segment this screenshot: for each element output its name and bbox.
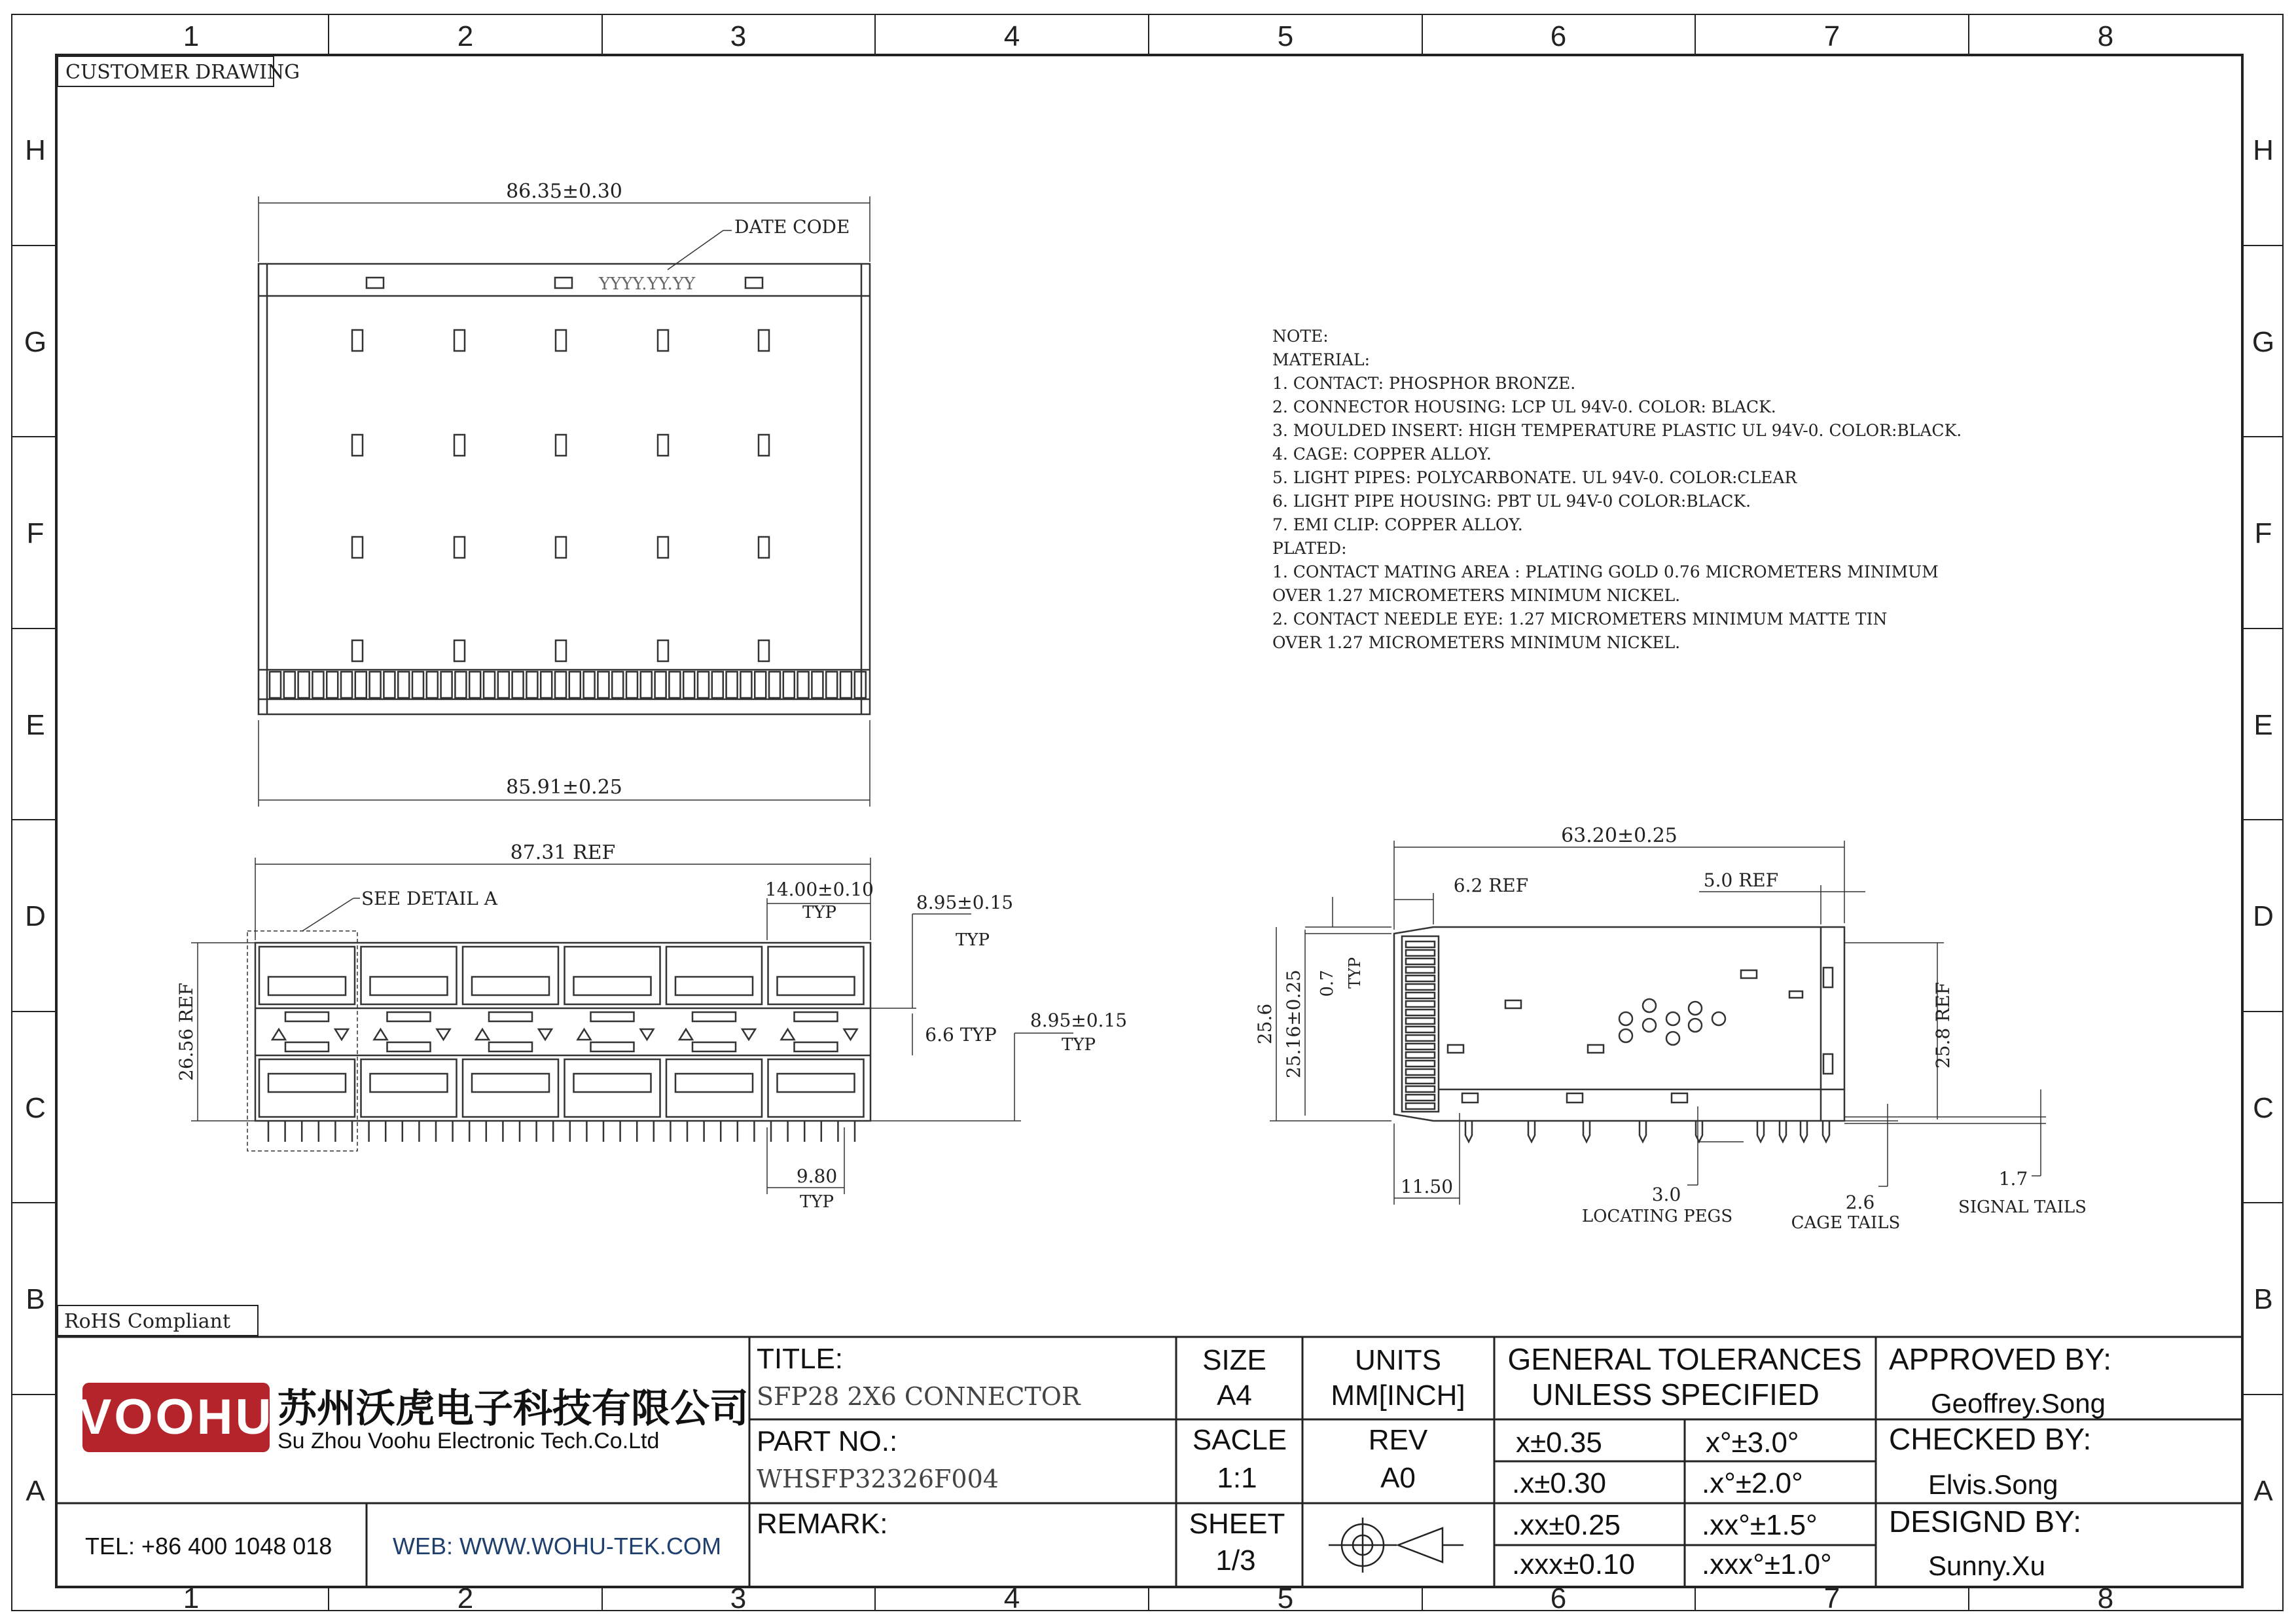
tolerances-title-2: UNLESS SPECIFIED (1532, 1377, 1820, 1412)
row-e-right: E (2253, 709, 2273, 741)
part-no-value: WHSFP32326F004 (757, 1465, 999, 1493)
dim-bottom-width: 85.91±0.25 (506, 776, 622, 799)
note-line-4: 3. MOULDED INSERT: HIGH TEMPERATURE PLASTIC UL 94V-0. COLOR:BLACK. (1272, 421, 1962, 440)
emi-finger (812, 672, 823, 698)
light-pipe (489, 1042, 532, 1051)
row-a-left: A (26, 1475, 45, 1507)
emi-finger (284, 672, 295, 698)
emi-finger (370, 672, 381, 698)
contact-row (472, 977, 549, 995)
side-view (1394, 927, 1844, 1142)
col-2-bottom: 2 (457, 1582, 474, 1614)
emi-finger (826, 672, 837, 698)
dim-front-ref-width: 87.31 REF (510, 841, 616, 864)
comb-tooth (1406, 941, 1435, 947)
emi-finger (569, 672, 581, 698)
port-opening (666, 1059, 762, 1117)
tel-number: TEL: +86 400 1048 018 (85, 1533, 332, 1559)
dim-port-gap: 6.6 TYP (925, 1024, 997, 1046)
vent-slot (658, 330, 668, 351)
emi-finger (398, 672, 409, 698)
comb-tooth (1406, 1052, 1435, 1058)
emi-finger (541, 672, 552, 698)
col-4-top: 4 (1003, 20, 1020, 52)
note-line-9: PLATED: (1272, 539, 1347, 558)
vent-slot (352, 330, 363, 351)
scale-label: SACLE (1192, 1424, 1287, 1456)
note-line-5: 4. CAGE: COPPER ALLOY. (1272, 445, 1492, 464)
peg (1583, 1121, 1590, 1142)
checked-value: Elvis.Song (1928, 1469, 2058, 1500)
peg (1696, 1121, 1702, 1142)
row-f-left: F (26, 517, 45, 549)
peg (1640, 1121, 1646, 1142)
see-detail-label: SEE DETAIL A (361, 888, 497, 909)
dim-side-rear-ref: 5.0 REF (1703, 869, 1779, 891)
port-opening (361, 1059, 457, 1117)
comb-tooth (1406, 1103, 1435, 1109)
light-pipe (387, 1012, 431, 1021)
note-line-1: MATERIAL: (1272, 350, 1370, 369)
emi-finger (755, 672, 766, 698)
row-b-right: B (2253, 1283, 2273, 1315)
peg (1757, 1121, 1764, 1142)
row-e-left: E (26, 709, 45, 741)
port-opening (259, 1059, 355, 1117)
col-8-top: 8 (2097, 20, 2114, 52)
dim-side-height-ref: 25.8 REF (1932, 981, 1954, 1069)
status-arrow-up (679, 1029, 692, 1040)
logo-wordmark: VOOHU (78, 1389, 274, 1445)
dim-peg-offset: 11.50 (1400, 1176, 1454, 1197)
comb-tooth (1406, 984, 1435, 990)
dim-side-offset-typ: TYP (1346, 957, 1364, 989)
col-1-top: 1 (183, 20, 200, 52)
col-3-bottom: 3 (730, 1582, 747, 1614)
tol-linear-1: .x±0.30 (1512, 1467, 1607, 1499)
side-contact-comb (1406, 941, 1435, 1109)
vent-slot (759, 640, 769, 661)
col-7-bottom: 7 (1823, 1582, 1840, 1614)
status-arrow-down (641, 1029, 654, 1040)
emi-finger (740, 672, 751, 698)
emi-finger (712, 672, 723, 698)
dim-port-pitch: 14.00±0.10 (765, 879, 874, 900)
note-line-8: 7. EMI CLIP: COPPER ALLOY. (1272, 515, 1523, 534)
company-logo (79, 1383, 274, 1452)
col-6-top: 6 (1550, 20, 1567, 52)
cage-tails-label: CAGE TAILS (1791, 1213, 1901, 1233)
rohs-label: RoHS Compliant (64, 1310, 231, 1333)
dim-side-offset: 0.7 (1318, 970, 1337, 997)
comb-tooth (1406, 1095, 1435, 1101)
checked-label: CHECKED BY: (1889, 1422, 2092, 1456)
units-value: MM[INCH] (1331, 1379, 1465, 1412)
top-view (259, 264, 870, 714)
dim-port-height-1: 8.95±0.15 (916, 892, 1014, 913)
designed-value: Sunny.Xu (1928, 1550, 2046, 1581)
customer-drawing-tag (58, 56, 300, 86)
designed-label: DESIGND BY: (1889, 1504, 2081, 1539)
dim-port-pitch-typ: TYP (802, 903, 836, 922)
emi-finger (312, 672, 323, 698)
status-arrow-down (437, 1029, 450, 1040)
approved-label: APPROVED BY: (1889, 1342, 2112, 1376)
dim-port-height-1-typ: TYP (956, 930, 990, 950)
vent-slot (352, 537, 363, 558)
light-pipe (591, 1042, 634, 1051)
vent-slot (454, 640, 465, 661)
note-line-13: OVER 1.27 MICROMETERS MINIMUM NICKEL. (1272, 633, 1681, 652)
title-value: SFP28 2X6 CONNECTOR (757, 1382, 1081, 1411)
emi-finger (526, 672, 537, 698)
emi-finger (355, 672, 367, 698)
contact-row (370, 977, 448, 995)
port-opening (463, 1059, 558, 1117)
title-label: TITLE: (757, 1343, 844, 1375)
comb-tooth (1406, 976, 1435, 981)
company-name-cn: 苏州沃虎电子科技有限公司 (278, 1387, 749, 1431)
col-3-top: 3 (730, 20, 747, 52)
vent-slot (759, 537, 769, 558)
note-line-3: 2. CONNECTOR HOUSING: LCP UL 94V-0. COLOR: BLACK. (1272, 397, 1776, 416)
units-label: UNITS (1355, 1344, 1441, 1376)
emi-finger (840, 672, 852, 698)
customer-drawing-label: CUSTOMER DRAWING (65, 61, 300, 84)
vent-slot (454, 330, 465, 351)
dim-top-width: 86.35±0.30 (506, 180, 622, 203)
emi-finger (341, 672, 352, 698)
note-line-7: 6. LIGHT PIPE HOUSING: PBT UL 94V-0 COLOR:BLACK. (1272, 492, 1751, 511)
peg (1465, 1121, 1472, 1142)
row-g-left: G (24, 326, 47, 358)
comb-tooth (1406, 1035, 1435, 1041)
emi-finger (498, 672, 509, 698)
emi-finger (270, 672, 281, 698)
vent-slot (556, 537, 566, 558)
contact-row (778, 1074, 855, 1092)
row-g-right: G (2251, 326, 2275, 358)
status-arrow-down (335, 1029, 348, 1040)
col-6-bottom: 6 (1550, 1582, 1567, 1614)
vent-slot (454, 537, 465, 558)
contact-row (778, 977, 855, 995)
status-arrow-up (578, 1029, 591, 1040)
comb-tooth (1406, 958, 1435, 964)
dim-tail-pitch-typ: TYP (800, 1192, 834, 1212)
row-c-right: C (2253, 1092, 2274, 1124)
comb-tooth (1406, 1027, 1435, 1032)
light-pipe (591, 1012, 634, 1021)
vent-slot (556, 640, 566, 661)
projection-symbol (1329, 1518, 1463, 1573)
comb-tooth (1406, 1044, 1435, 1049)
vent-slot (454, 435, 465, 456)
note-line-0: NOTE: (1272, 327, 1329, 346)
emi-finger (726, 672, 738, 698)
marking-window-1 (367, 278, 384, 288)
marking-window-2 (555, 278, 572, 288)
dim-side-height-cage: 25.16±0.25 (1283, 970, 1304, 1078)
comb-tooth (1406, 1010, 1435, 1015)
top-view-outline (259, 264, 870, 714)
tol-angle-0: x°±3.0° (1706, 1427, 1799, 1459)
scale-value: 1:1 (1217, 1462, 1257, 1494)
dim-side-front-ref: 6.2 REF (1453, 875, 1529, 896)
row-c-left: C (25, 1092, 46, 1124)
port-openings (259, 947, 864, 1117)
vent-slot (658, 640, 668, 661)
emi-finger (598, 672, 609, 698)
dim-cage-tail-length: 2.6 (1845, 1192, 1875, 1213)
emi-finger (555, 672, 566, 698)
status-arrow-up (374, 1029, 387, 1040)
emi-finger (584, 672, 595, 698)
tol-angle-3: .xxx°±1.0° (1702, 1548, 1832, 1580)
note-line-10: 1. CONTACT MATING AREA : PLATING GOLD 0.76 MICROMETERS MINIMUM (1272, 562, 1939, 581)
comb-tooth (1406, 1061, 1435, 1067)
sheet-value: 1/3 (1215, 1544, 1256, 1577)
tol-angle-1: .x°±2.0° (1702, 1467, 1803, 1499)
front-view-outline (255, 943, 870, 1121)
emi-finger (769, 672, 780, 698)
comb-tooth (1406, 993, 1435, 998)
locating-pegs (1465, 1121, 1829, 1142)
dim-signal-length: 1.7 (1998, 1168, 2028, 1190)
col-4-bottom: 4 (1003, 1582, 1020, 1614)
part-no-label: PART NO.: (757, 1425, 898, 1457)
peg (1780, 1121, 1786, 1142)
status-arrow-up (781, 1029, 795, 1040)
emi-finger (455, 672, 466, 698)
contact-row (574, 977, 651, 995)
tol-linear-3: .xxx±0.10 (1512, 1548, 1636, 1580)
emi-finger (798, 672, 809, 698)
emi-finger (412, 672, 423, 698)
emi-finger (783, 672, 795, 698)
vent-slot (658, 537, 668, 558)
rohs-tag (58, 1305, 258, 1336)
side-view-outline (1394, 927, 1844, 1121)
emi-finger (669, 672, 680, 698)
size-label: SIZE (1202, 1344, 1266, 1376)
note-line-12: 2. CONTACT NEEDLE EYE: 1.27 MICROMETERS MINIMUM MATTE TIN (1272, 610, 1888, 629)
notes-block (1272, 327, 1962, 652)
col-8-bottom: 8 (2097, 1582, 2114, 1614)
dim-port-height-2: 8.95±0.15 (1030, 1010, 1128, 1031)
contact-row (268, 977, 346, 995)
comb-tooth (1406, 1001, 1435, 1007)
marking-window-3 (745, 278, 762, 288)
peg (1801, 1121, 1807, 1142)
status-arrow-down (742, 1029, 755, 1040)
cage-vent-slots (352, 330, 769, 661)
emi-finger (298, 672, 310, 698)
col-5-top: 5 (1277, 20, 1294, 52)
emi-finger (612, 672, 623, 698)
peg (1528, 1121, 1535, 1142)
emi-finger (641, 672, 652, 698)
comb-tooth (1406, 1078, 1435, 1084)
row-h-right: H (2253, 134, 2274, 166)
contact-row (675, 977, 753, 995)
size-value: A4 (1217, 1379, 1252, 1412)
row-b-left: B (26, 1283, 45, 1315)
port-opening (565, 1059, 660, 1117)
dim-peg-length: 3.0 (1651, 1184, 1681, 1205)
light-pipe (285, 1012, 329, 1021)
contact-row (675, 1074, 753, 1092)
emi-finger (655, 672, 666, 698)
status-arrow-down (539, 1029, 552, 1040)
website: WEB: WWW.WOHU-TEK.COM (393, 1533, 721, 1559)
peg (1823, 1121, 1829, 1142)
light-pipe (285, 1042, 329, 1051)
signal-tails-label: SIGNAL TAILS (1958, 1197, 2087, 1217)
emi-finger (512, 672, 524, 698)
tolerances-title-1: GENERAL TOLERANCES (1507, 1342, 1862, 1376)
front-view (255, 943, 870, 1142)
emi-fingers (270, 672, 866, 698)
dim-front-height-ref: 26.56 REF (175, 982, 197, 1082)
approved-value: Geoffrey.Song (1931, 1388, 2106, 1419)
comb-tooth (1406, 1018, 1435, 1024)
col-2-top: 2 (457, 20, 474, 52)
note-line-2: 1. CONTACT: PHOSPHOR BRONZE. (1272, 374, 1576, 393)
col-5-bottom: 5 (1277, 1582, 1294, 1614)
vent-slot (556, 330, 566, 351)
remark-label: REMARK: (757, 1508, 888, 1540)
emi-finger (384, 672, 395, 698)
emi-finger (327, 672, 338, 698)
dim-port-height-2-typ: TYP (1062, 1035, 1096, 1055)
sheet-label: SHEET (1189, 1508, 1285, 1540)
emi-finger (626, 672, 637, 698)
row-f-right: F (2254, 517, 2272, 549)
row-d-right: D (2253, 900, 2274, 932)
contact-row (268, 1074, 346, 1092)
col-1-bottom: 1 (183, 1582, 200, 1614)
tol-linear-0: x±0.35 (1516, 1427, 1602, 1459)
vent-slot (759, 435, 769, 456)
date-code-value: YYYY.YY.YY (599, 274, 696, 294)
emi-finger (427, 672, 438, 698)
note-line-11: OVER 1.27 MICROMETERS MINIMUM NICKEL. (1272, 586, 1681, 605)
light-pipe (795, 1042, 838, 1051)
date-code-label: DATE CODE (734, 216, 850, 238)
vent-slot (759, 330, 769, 351)
emi-finger (484, 672, 495, 698)
light-pipe-holes (1619, 999, 1725, 1045)
vent-slot (352, 640, 363, 661)
tol-linear-2: .xx±0.25 (1512, 1509, 1621, 1541)
rev-label: REV (1368, 1424, 1428, 1456)
comb-tooth (1406, 967, 1435, 973)
row-a-right: A (2253, 1475, 2273, 1507)
port-opening (768, 1059, 864, 1117)
light-pipe (692, 1042, 736, 1051)
tol-angle-2: .xx°±1.5° (1702, 1509, 1818, 1541)
dim-tail-pitch: 9.80 (796, 1165, 838, 1187)
emi-finger (698, 672, 709, 698)
vent-slot (658, 435, 668, 456)
comb-tooth (1406, 950, 1435, 956)
rev-value: A0 (1380, 1462, 1416, 1494)
contact-row (370, 1074, 448, 1092)
vent-slot (352, 435, 363, 456)
emi-finger (469, 672, 480, 698)
light-pipe (387, 1042, 431, 1051)
status-arrow-up (476, 1029, 489, 1040)
status-arrow-up (272, 1029, 285, 1040)
status-arrow-down (844, 1029, 857, 1040)
col-7-top: 7 (1823, 20, 1840, 52)
contact-row (472, 1074, 549, 1092)
locating-pegs-label: LOCATING PEGS (1581, 1207, 1733, 1226)
dim-side-length: 63.20±0.25 (1561, 824, 1677, 847)
light-pipe (692, 1012, 736, 1021)
emi-finger (441, 672, 452, 698)
dim-side-height-total: 25.6 (1254, 1003, 1276, 1045)
emi-finger (855, 672, 866, 698)
light-pipe (795, 1012, 838, 1021)
light-pipe (489, 1012, 532, 1021)
contact-row (574, 1074, 651, 1092)
comb-tooth (1406, 1069, 1435, 1075)
row-d-left: D (25, 900, 46, 932)
company-name-en: Su Zhou Voohu Electronic Tech.Co.Ltd (278, 1429, 660, 1453)
row-h-left: H (25, 134, 46, 166)
vent-slot (556, 435, 566, 456)
side-view-dimensions (1270, 841, 2046, 1205)
note-line-6: 5. LIGHT PIPES: POLYCARBONATE. UL 94V-0. COLOR:CLEAR (1272, 468, 1797, 487)
emi-finger (683, 672, 694, 698)
comb-tooth (1406, 1086, 1435, 1092)
